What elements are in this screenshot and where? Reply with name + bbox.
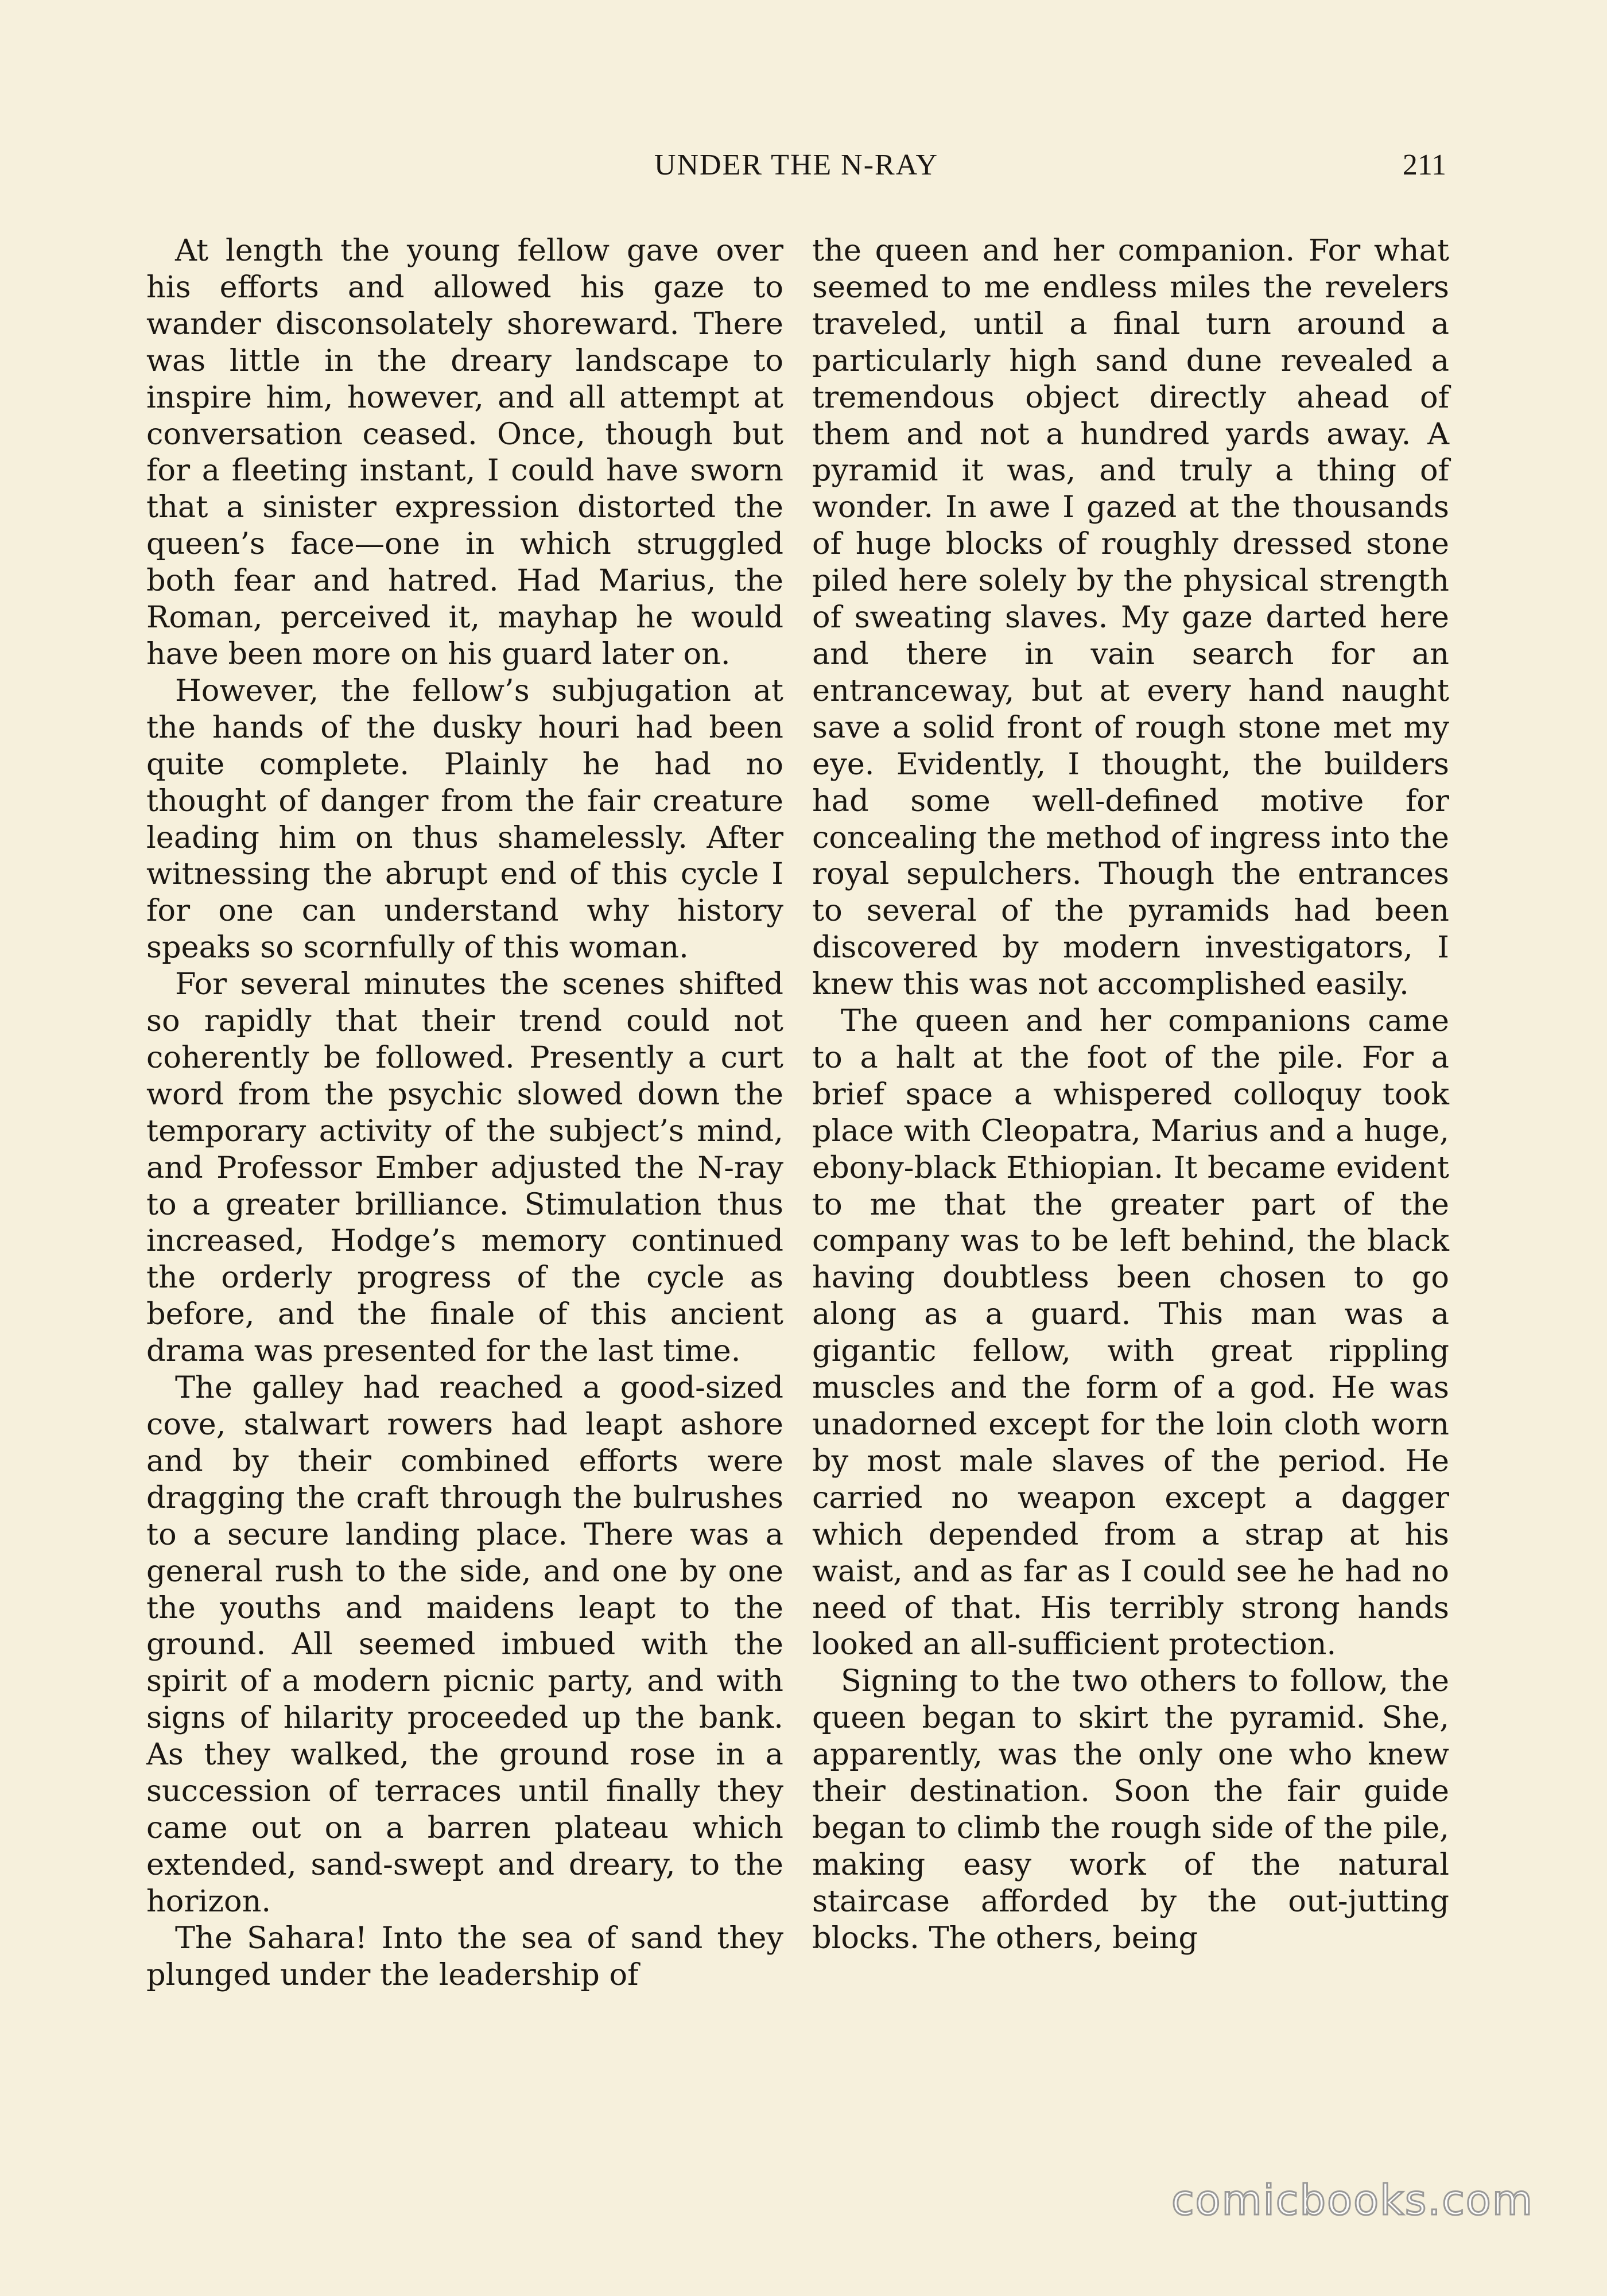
paragraph-continued: the queen and her companion. For what seemed to me endless miles the revelers traveled, until a final turn around a particularly high sand dune revealed a tremendous object directly ahead of them and not a hundred yards away. A pyramid it was, and truly a thing of wonder. In awe I gazed at the thousands of huge blocks of roughly dressed stone piled here solely by the physical strength of sweating slaves. My gaze darted here and there in vain search for an entranceway, but at every hand naught save a solid front of rough stone met my eye. Evidently, I thought, the builders had some well-defined motive for concealing the method of ingress into the royal sepulchers. Though the entrances to several of the pyramids had been discovered by modern investigators, I knew this was not accomplished easily. — [812, 233, 1449, 1002]
paragraph: Signing to the two others to follow, the queen began to skirt the pyramid. She, apparently, was the only one who knew their destination. Soon the fair guide began to climb the rough side of the pile, making easy work of the natural staircase afforded by the out-jutting blocks. The others, being — [812, 1663, 1449, 1956]
page-number: 211 — [1402, 149, 1446, 181]
left-column — [146, 232, 783, 1994]
paragraph: The queen and her companions came to a halt at the foot of the pile. For a brief space a whispered colloquy took place with Cleopatra, Marius and a huge, ebony-black Ethiopian. It became evident to me that the greater part of the company was to be left behind, the black having doubtless been chosen to go along as a guard. This man was a gigantic fellow, with great rippling muscles and the form of a god. He was unadorned except for the loin cloth worn by most male slaves of the period. He carried no weapon except a dagger which depended from a strap at his waist, and as far as I could see he had no need of that. His terribly strong hands looked an all-sufficient protection. — [812, 1003, 1449, 1662]
watermark: comicbooks.com — [1171, 2176, 1534, 2224]
running-title: UNDER THE N-RAY — [654, 149, 939, 181]
right-column — [812, 232, 1449, 1957]
paragraph: However, the fellow’s subjugation at the hands of the dusky houri had been quite complete. Plainly he had no thought of danger from the fair creature leading him on thus shamelessly. After witnessing the abrupt end of this cycle I for one can understand why history speaks so scornfully of this woman. — [146, 673, 783, 965]
paragraph: The Sahara! Into the sea of sand they plunged under the leadership of — [146, 1920, 783, 1992]
page-header — [146, 142, 1446, 188]
paragraph: At length the young fellow gave over his efforts and allowed his gaze to wander disconsolately shoreward. There was little in the dreary landscape to inspire him, however, and all attempt at conversation ceased. Once, though but for a fleeting instant, I could have sworn that a sinister expression distorted the queen’s face—one in which struggled both fear and hatred. Had Marius, the Roman, perceived it, mayhap he would have been more on his guard later on. — [146, 233, 783, 672]
paragraph: The galley had reached a good-sized cove, stalwart rowers had leapt ashore and by their combined efforts were dragging the craft through the bulrushes to a secure landing place. There was a general rush to the side, and one by one the youths and maidens leapt to the ground. All seemed imbued with the spirit of a modern picnic party, and with signs of hilarity proceeded up the bank. As they walked, the ground rose in a succession of terraces until finally they came out on a barren plateau which extended, sand-swept and dreary, to the horizon. — [146, 1370, 783, 1919]
paragraph: For several minutes the scenes shifted so rapidly that their trend could not coherently be followed. Presently a curt word from the psychic slowed down the temporary activity of the subject’s mind, and Professor Ember adjusted the N-ray to a greater brilliance. Stimulation thus increased, Hodge’s memory continued the orderly progress of the cycle as before, and the finale of this ancient drama was presented for the last time. — [146, 967, 783, 1369]
